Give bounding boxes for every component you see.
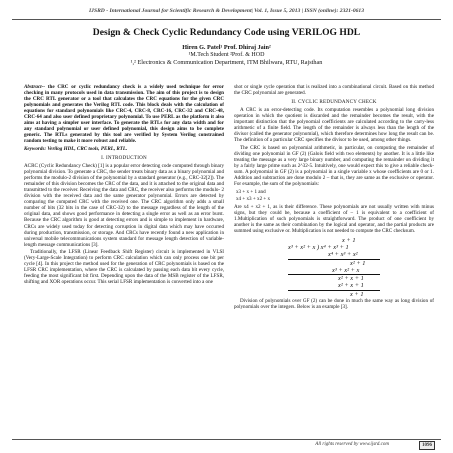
author-block bbox=[0, 44, 453, 51]
right-column bbox=[234, 84, 434, 312]
keywords-text: Verilog HDL, CRC tools, PERL, RTL. bbox=[46, 145, 128, 152]
equation-2: x4 + x3 + x2 + x bbox=[236, 196, 271, 203]
crc-paragraph-2: The CRC is based on polynomial arithmetic, in particular, on computing the remainder of dividing one polynomial in GF (2) (Galois field with two elements) by another. It is a little like treating the message as a very large binary number, and computing the remainder on dividing it by a fairly large prime such as 2^32-5. Intuitively, one would expect this to give a reliable check-sum. A polynomial in GF (2) is a polynomial in a single variable x whose coefficients are 0 or 1. Addition and subtraction are done modulo 2 – that is, they are same as the exclusive or operator. For example, the sum of the polynomials: bbox=[234, 144, 434, 188]
author-roles: ¹M.Tech Student ²Prof. & HOD bbox=[188, 52, 265, 58]
division-remainder: x + 1 bbox=[350, 290, 364, 298]
page-number: 1096 bbox=[419, 441, 435, 450]
division-step-2: x² + 1 bbox=[350, 259, 366, 267]
footer-rights: All rights reserved by www.ijsrd.com bbox=[315, 442, 389, 447]
crc-paragraph-4: Division of polynomials over GF (2) can be done in much the same way as long division of polynomials over the integers. Below is an example [3]. bbox=[234, 298, 434, 311]
author-names: Hiren G. Patel¹ Prof. Dhiraj Jain² bbox=[182, 44, 271, 51]
page-footer bbox=[12, 439, 441, 450]
division-step-1: x⁴ + x³ + x² bbox=[288, 251, 380, 259]
intro-paragraph-1: ACRC (Cyclic Redundancy Check) [1] is a popular error detecting code computed through binary polynomial division. To generate a CRC, the sender treats binary data as a binary polynomial and performs the modulo-2 division of the polynomial by a standard generator (e.g., CRC-32[2]). The remainder of this division becomes the CRC of the data, and it is attached to the original data and transmitted to the receiver. Receiving the data and CRC, the receiver also performs the modulo- 2 division with the received data and the same generator polynomial. Errors are detected by comparing the computed CRC with the received one. The CRC algorithm only adds a small number of bits (32 bits in the case of CRC-32) to the message regardless of the length of the original data, and shows good performance in detecting a single error as well as an error burst. Because the CRC algorithm is good at detecting errors and is simple to implement in hardware, CRCs are widely used today for detecting corruption in digital data which may have occurred during production, transmission, or storage. And CRCs have recently found a new application in universal mobile telecommunications system standard for message length detection of variable-length message communications [3]. bbox=[24, 163, 224, 248]
division-step-3: x³ + x² + x bbox=[288, 267, 380, 275]
abstract-text: the CRC or cyclic redundancy check is a widely used technique for error checking in many protocols used in data transmission. The aim of this project is to design the CRC RTL generator or a tool that calculates the CRC equations for the given CRC polynomials and generates the Verilog RTL code. This block deals with the calculation of equations for standard polynomials like CRC-4, CRC-8, CRC-16, CRC-32 and CRC-48, CRC-64 and also user defined proprietary polynomial. To use PERL as the platform it also aims at having a simpler user interface. To generate the RTLs for any data width and for any standard polynomial or user defined polynomial, this design aims to be complete generic. The RTLs generated by this tool are verified by System Verilog constrained random testing to make it more robust and reliable. bbox=[24, 84, 224, 145]
equation-1: x3 + x + 1 and bbox=[236, 188, 266, 195]
abstract-label: Abstract-- bbox=[24, 84, 45, 90]
section-heading-crc: II. CYCLIC REDUNDANCY CHECK bbox=[291, 99, 377, 106]
left-column bbox=[24, 84, 224, 287]
keywords-label: Keywords: bbox=[24, 145, 47, 152]
intro-paragraph-continued: shot or single cycle operation that is realized into a combinational circuit. Based on this method the CRC polynomial are generated. bbox=[234, 84, 434, 97]
division-dividend: x³ + x² + x ) x⁴ + x³ + 1 bbox=[288, 244, 349, 252]
affiliation-block bbox=[0, 52, 453, 67]
division-step-5: x² + x + 1 bbox=[288, 282, 380, 290]
intro-paragraph-2: Traditionally, the LFSR (Linear Feedback Shift Register) circuit is implemented in VLSI (Very-Large-Scale Integration) to perform CRC calculation which can only process one bit per cycle [4]. In this project the method used for the generation of CRC polynomials is based on the LFSR CRC implementation, where the CRC is calculated by passing each data bit every cycle, feeding the most significant bit first. Depending upon the data of the MSB register of the LFSR, shifting and XOR operations occur. This serial LFSR implementation is converted into a one bbox=[24, 249, 224, 286]
division-step-4: x² + x + 1 bbox=[338, 275, 364, 283]
journal-header: IJSRD - International Journal for Scientific Research & Development| Vol. 1, Issue 5, 2013 | ISSN (online): 2321-0613 bbox=[12, 6, 441, 20]
division-quotient: x + 1 bbox=[342, 237, 356, 245]
author-affiliation: ¹,² Electronics & Communication Department, ITM Bhilwara, RTU, Rajsthan bbox=[130, 59, 323, 67]
paper-title: Design & Check Cyclic Redundancy Code using VERILOG HDL bbox=[92, 27, 361, 38]
crc-paragraph-3: Are x4 + x2 + 1, as is their difference. These polynomials are not usually written with minus signs, but they could be, because a coefficient of – 1 is equivalent to a coefficient of 1.Multiplication of such polynomials is straightforward. The product of one coefficient by another is the same as their combination by the logical and operator, and the partial products are summed using exclusive or. Multiplication is not needed to compute the CRC checksum. bbox=[234, 203, 434, 235]
polynomial-division-figure bbox=[288, 237, 380, 298]
abstract bbox=[24, 84, 224, 144]
section-heading-introduction: I. INTRODUCTION bbox=[101, 155, 147, 162]
keywords bbox=[24, 146, 224, 152]
crc-paragraph-1: A CRC is an error-detecting code. Its computation resembles a polynomial long division operation in which the quotient is discarded and the remainder becomes the result, with the important distinction that the polynomial coefficients are calculated according to the carry-less arithmetic of a finite field. The length of the remainder is always less than the length of the divisor (called the generator polynomial), which therefore determines how long the result can be. The definition of a particular CRC specifies the divisor to be used, among other things. bbox=[234, 107, 434, 144]
